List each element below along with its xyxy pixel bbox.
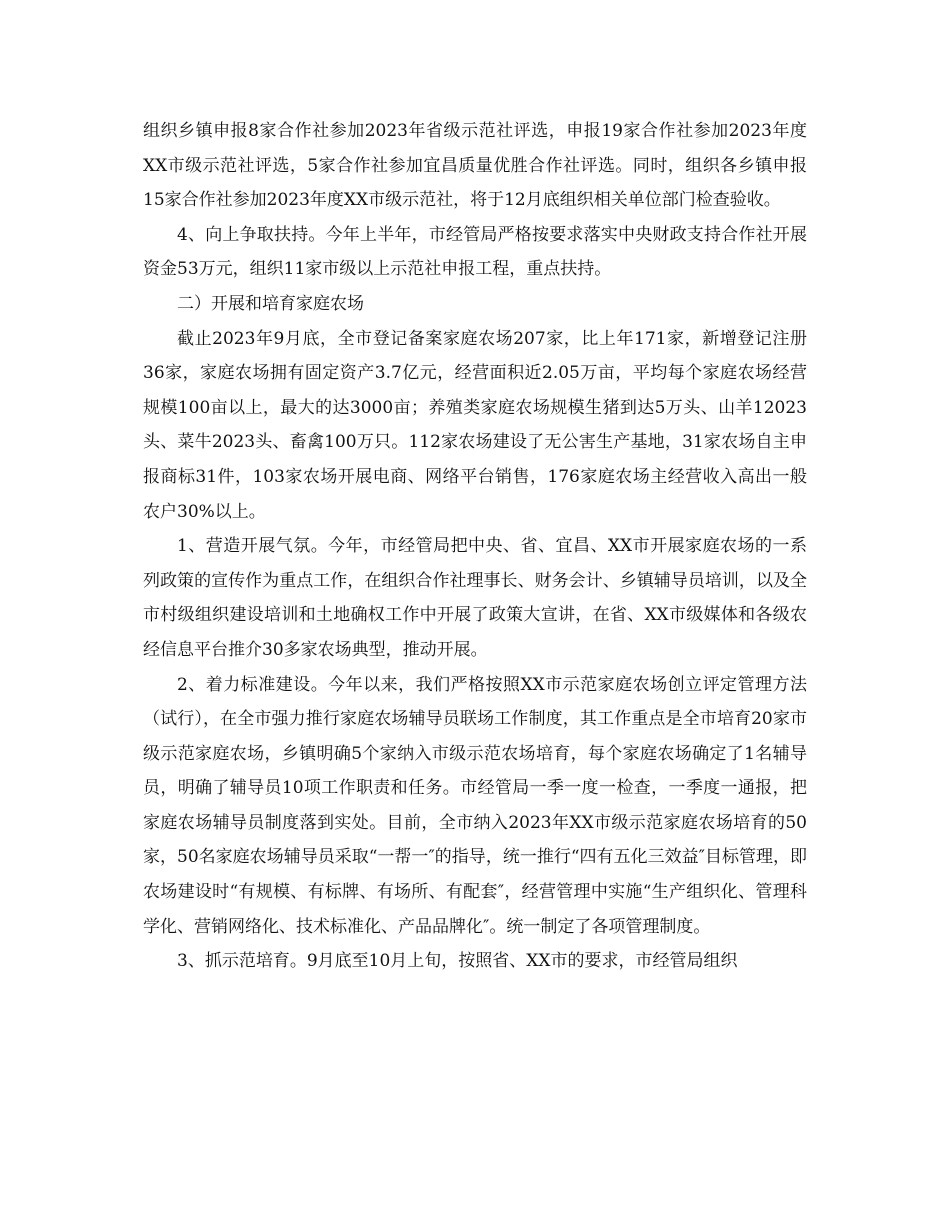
paragraph-cooperative-evaluation: 组织乡镇申报8家合作社参加2023年省级示范社评选，申报19家合作社参加2023年度XX市级示范社评选，5家合作社参加宜昌质量优胜合作社评选。同时，组织各乡镇申报15家合作社参加2023年度XX市级示范社，将于12月底组织相关单位部门检查验收。 bbox=[143, 121, 807, 211]
document-page bbox=[143, 114, 807, 979]
paragraph-family-farm-stats: 截止2023年9月底，全市登记备案家庭农场207家，比上年171家，新增登记注册36家，家庭农场拥有固定资产3.7亿元，经营面积近2.05万亩，平均每个家庭农场经营规模100亩以上，最大的达3000亩；养殖类家庭农场规模生猪到达5万头、山羊12023头、菜牛2023头、畜禽100万只。112家农场建设了无公害生产基地，31家农场自主申报商标31件，103家农场开展电商、网络平台销售，176家庭农场主经营收入高出一般农户30%以上。 bbox=[143, 328, 807, 522]
paragraph-seek-support: 4、向上争取扶持。今年上半年，市经管局严格按要求落实中央财政支持合作社开展资金53万元，组织11家市级以上示范社申报工程，重点扶持。 bbox=[143, 224, 807, 280]
paragraph-create-atmosphere: 1、营造开展气氛。今年，市经管局把中央、省、宜昌、XX市开展家庭农场的一系列政策的宣传作为重点工作，在组织合作社理事长、财务会计、乡镇辅导员培训，以及全市村级组织建设培训和土地确权工作中开展了政策大宣讲，在省、XX市级媒体和各级农经信息平台推介30多家农场典型，推动开展。 bbox=[143, 536, 807, 660]
paragraph-standard-building: 2、着力标准建设。今年以来，我们严格按照XX市示范家庭农场创立评定管理方法（试行），在全市强力推行家庭农场辅导员联场工作制度，其工作重点是全市培育20家市级示范家庭农场，乡镇明确5个家纳入市级示范农场培育，每个家庭农场确定了1名辅导员，明确了辅导员10项工作职责和任务。市经管局一季一度一检查，一季度一通报，把家庭农场辅导员制度落到实处。目前，全市纳入2023年XX市级示范家庭农场培育的50家，50名家庭农场辅导员采取“一帮一″的指导，统一推行“四有五化三效益″目标管理，即农场建设时“有规模、有标牌、有场所、有配套″，经营管理中实施“生产组织化、管理科学化、营销网络化、技术标准化、产品品牌化″。统一制定了各项管理制度。 bbox=[143, 674, 807, 937]
paragraph-demonstration-cultivation: 3、抓示范培育。9月底至10月上旬，按照省、XX市的要求，市经管局组织 bbox=[177, 951, 738, 972]
section-heading-family-farms: 二）开展和培育家庭农场 bbox=[177, 293, 364, 314]
